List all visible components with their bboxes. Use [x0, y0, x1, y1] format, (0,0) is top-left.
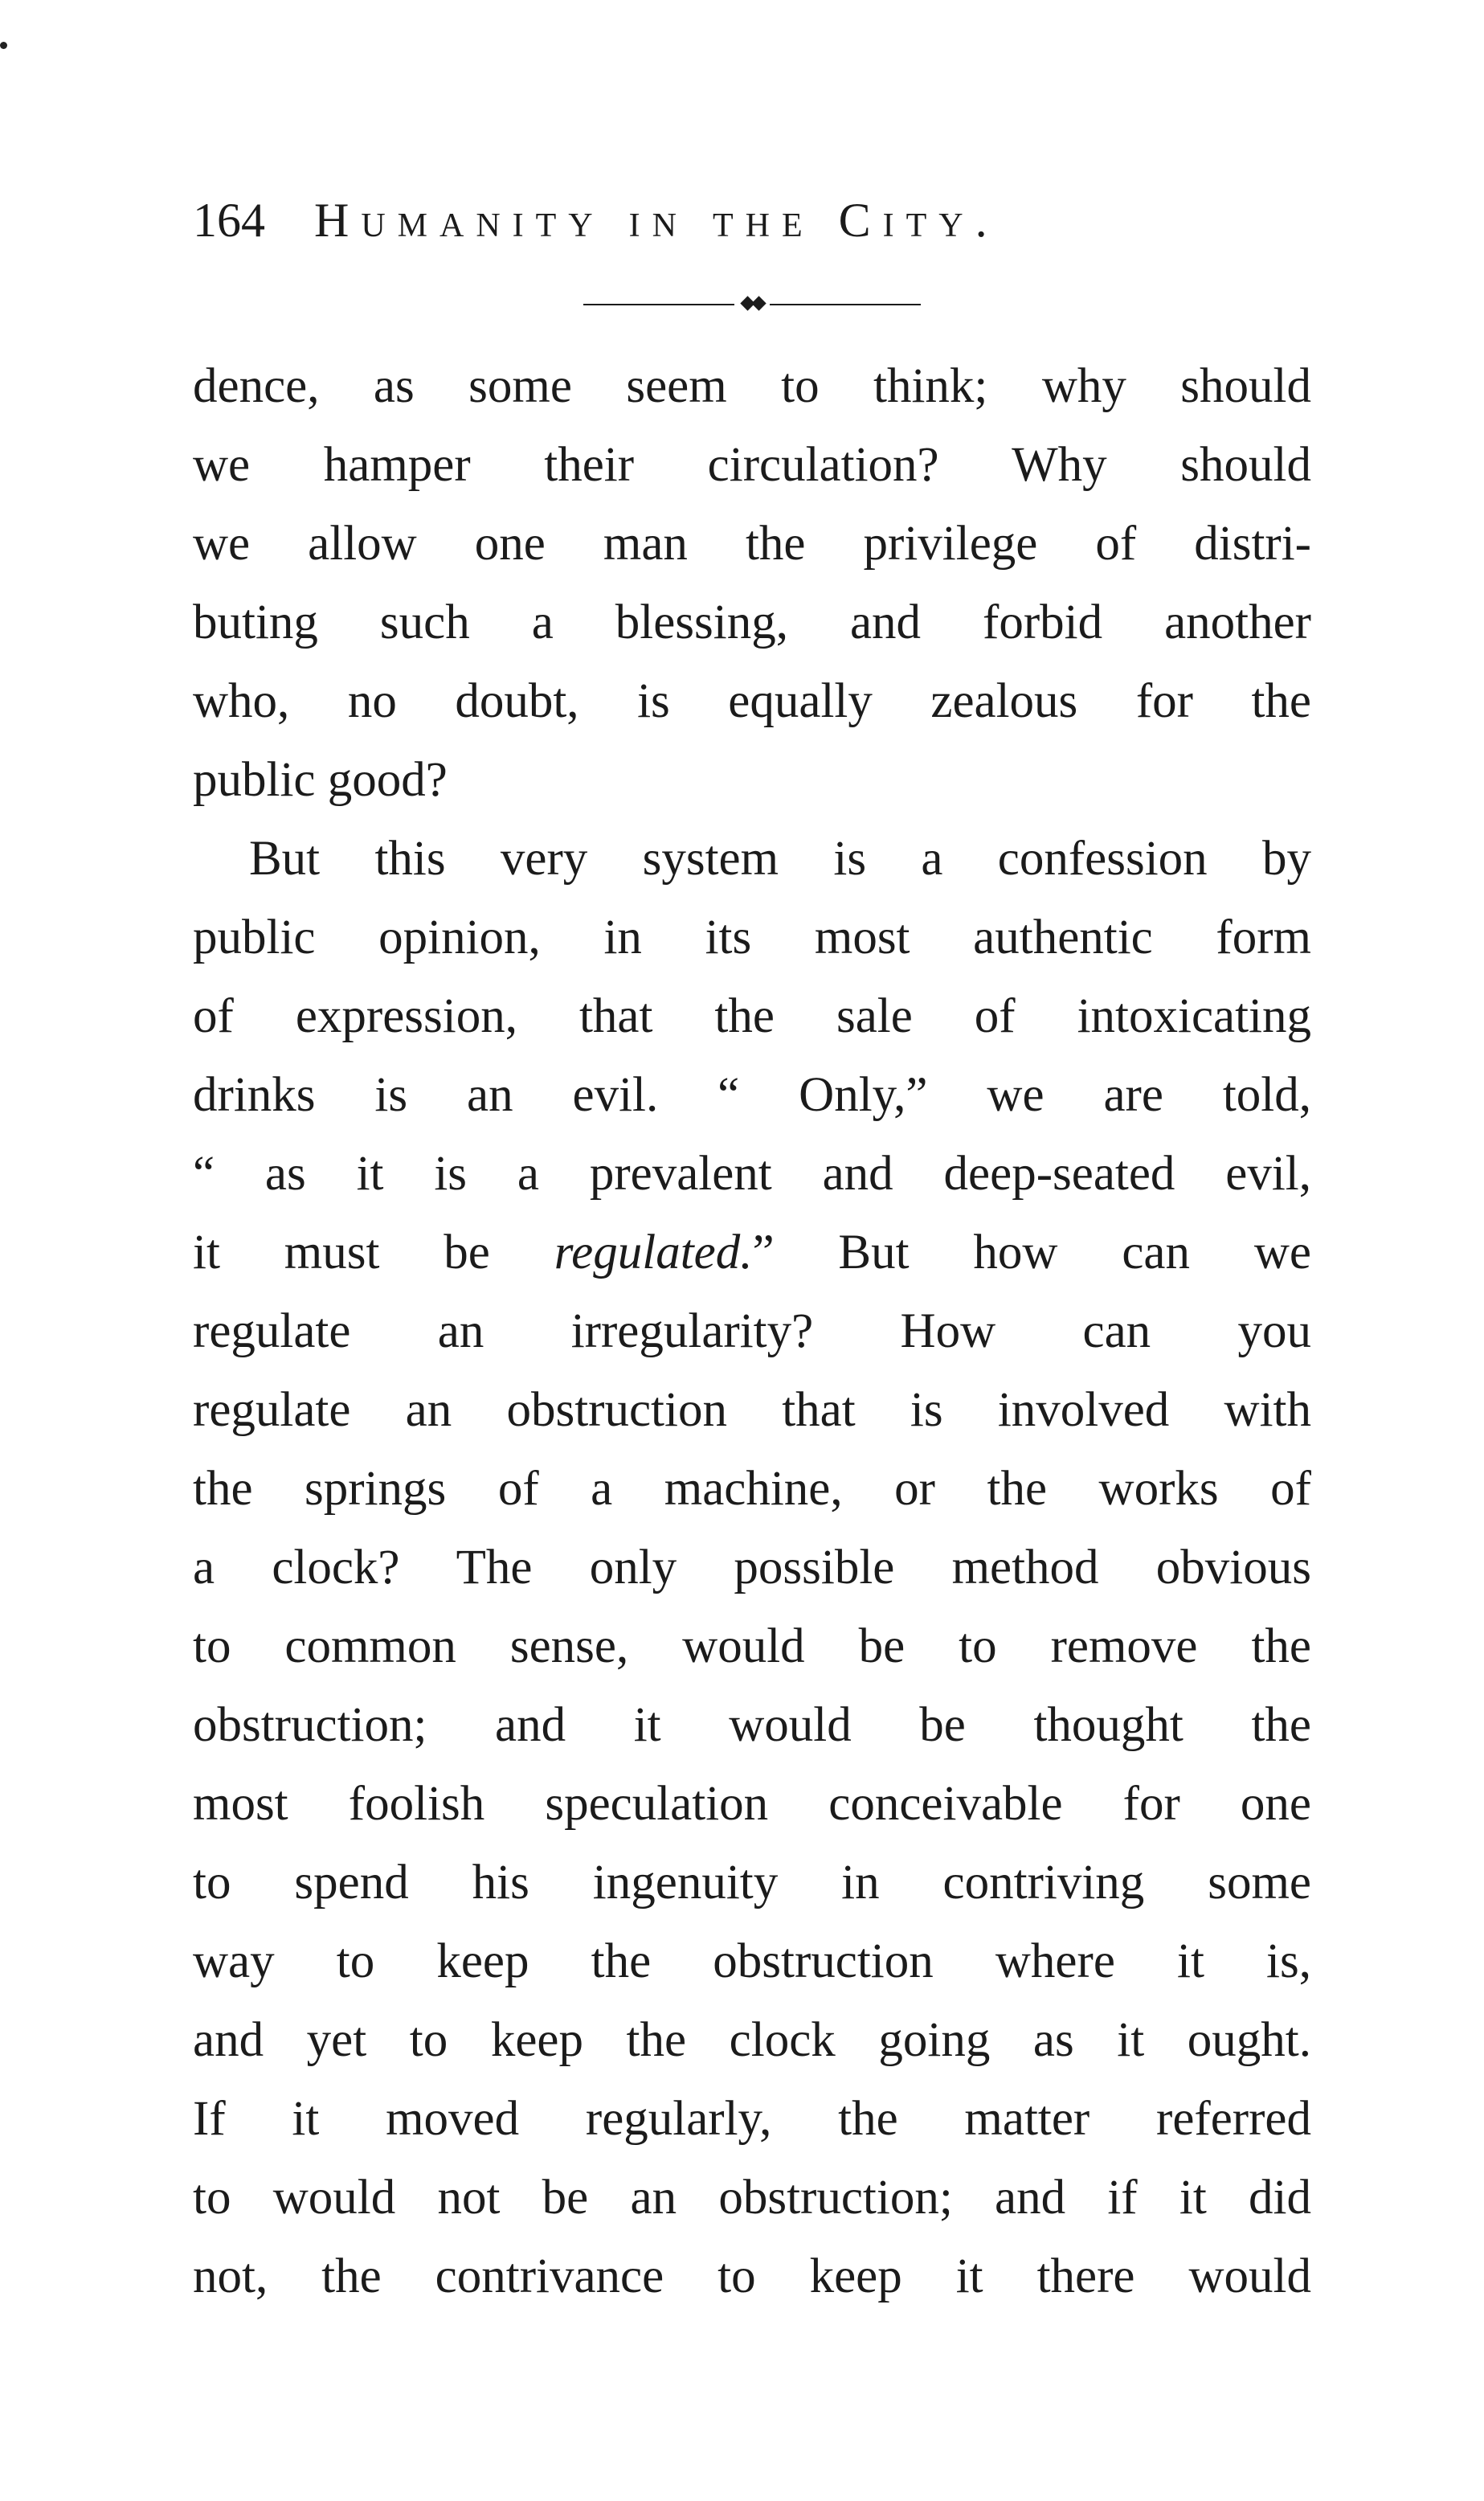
text-line: of expression, that the sale of intoxicating	[193, 989, 1311, 1043]
text-line: not, the contrivance to keep it there would	[193, 2249, 1311, 2303]
ornament-line-right	[770, 304, 921, 305]
body-text	[193, 347, 1311, 2316]
text-line: to spend his ingenuity in contriving some	[193, 1856, 1311, 1910]
text-line: public opinion, in its most authentic form	[193, 911, 1311, 964]
text-line: regulate an obstruction that is involved with	[193, 1383, 1311, 1437]
text-line: a clock? The only possible method obvious	[193, 1541, 1311, 1594]
page-number: 164	[193, 194, 265, 247]
text-line: If it moved regularly, the matter referred	[193, 2092, 1311, 2146]
text-line: to would not be an obstruction; and if it did	[193, 2171, 1311, 2225]
text-line: drinks is an evil. “ Only,” we are told,	[193, 1068, 1311, 1122]
text-line: obstruction; and it would be thought the	[193, 1698, 1311, 1752]
text-line: to common sense, would be to remove the	[193, 1619, 1311, 1673]
ornamental-rule	[583, 293, 921, 317]
running-head	[193, 186, 1318, 254]
text-run: it must be	[193, 1226, 554, 1279]
running-title: Humanity in the City.	[314, 194, 1000, 247]
text-run: ” But how can we	[752, 1226, 1311, 1279]
text-line: the springs of a machine, or the works of	[193, 1462, 1311, 1516]
text-line: But this very system is a confession by	[249, 832, 1311, 886]
text-line: and yet to keep the clock going as it ought.	[193, 2013, 1311, 2067]
text-line: way to keep the obstruction where it is,	[193, 1934, 1311, 1988]
ornament-diamond-icon	[751, 296, 766, 310]
text-line: “ as it is a prevalent and deep-seated evil,	[193, 1147, 1311, 1201]
text-line: we hamper their circulation? Why should	[193, 438, 1311, 492]
paragraph-1	[193, 347, 1311, 820]
ornament-line-left	[583, 304, 734, 305]
text-line: we allow one man the privilege of distri-	[193, 517, 1311, 571]
text-line: regulate an irregularity? How can you	[193, 1304, 1311, 1358]
text-line: who, no doubt, is equally zealous for the	[193, 674, 1311, 728]
paragraph-2	[193, 820, 1311, 2316]
italic-word: regulated.	[554, 1226, 753, 1279]
text-line: dence, as some seem to think; why should	[193, 359, 1311, 413]
text-line: public good?	[193, 753, 448, 807]
text-line-with-italic	[193, 1214, 1311, 1292]
text-line: buting such a blessing, and forbid another	[193, 596, 1311, 649]
text-line: most foolish speculation conceivable for one	[193, 1777, 1311, 1831]
scan-edge-mark	[0, 42, 7, 49]
